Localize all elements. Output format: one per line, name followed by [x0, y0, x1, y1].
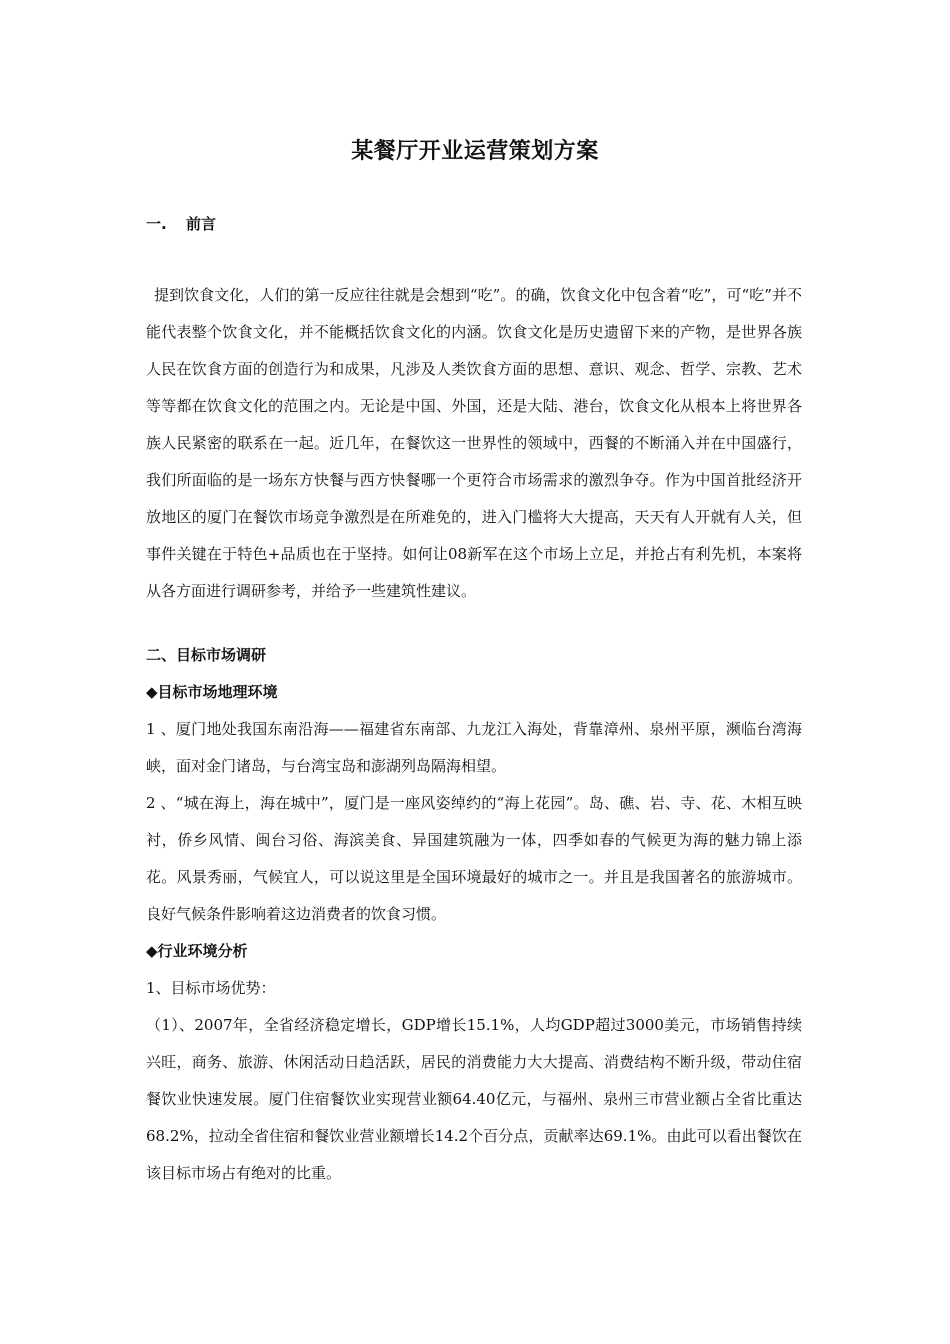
section-heading-preface [146, 212, 802, 236]
section-heading-market-research: 二、目标市场调研 [146, 646, 267, 664]
market-advantage-paragraph: （1）、2007年，全省经济稳定增长，GDP增长15.1%，人均GDP超过3000美元，市场销售持续兴旺，商务、旅游、休闲活动日趋活跃，居民的消费能力大大提高、消费结构不断升级，带动住宿餐饮业快速发展。厦门住宿餐饮业实现营业额64.40亿元，与福州、泉州三市营业额占全省比重达68.2%，拉动全省住宿和餐饮业营业额增长14.2个百分点，贡献率达69.1%。由此可以看出餐饮在该目标市场占有绝对的比重。 [146, 1016, 802, 1182]
subsection-heading-industry: ◆行业环境分析 [146, 942, 248, 960]
list-item: 2 、“城在海上，海在城中”，厦门是一座风姿绰约的“海上花园”。岛、礁、岩、寺、花、木相互映衬，侨乡风情、闽台习俗、海滨美食、异国建筑融为一体，四季如春的气候更为海的魅力锦上添花。风景秀丽，气候宜人，可以说这里是全国环境最好的城市之一。并且是我国著名的旅游城市。良好气候条件影响着这边消费者的饮食习惯。 [146, 794, 802, 923]
document-body [146, 212, 802, 1192]
preface-paragraph: 提到饮食文化，人们的第一反应往往就是会想到“吃”。的确，饮食文化中包含着“吃”，可“吃”并不能代表整个饮食文化，并不能概括饮食文化的内涵。饮食文化是历史遗留下来的产物，是世界各族人民在饮食方面的创造行为和成果，凡涉及人类饮食方面的思想、意识、观念、哲学、宗教、艺术等等都在饮食文化的范围之内。无论是中国、外国，还是大陆、港台，饮食文化从根本上将世界各族人民紧密的联系在一起。近几年，在餐饮这一世界性的领域中，西餐的不断涌入并在中国盛行，我们所面临的是一场东方快餐与西方快餐哪一个更符合市场需求的激烈争夺。作为中国首批经济开放地区的厦门在餐饮市场竞争激烈是在所难免的，进入门槛将大大提高，天天有人开就有人关，但事件关键在于特色+品质也在于坚持。如何让08新军在这个市场上立足，并抢占有利先机，本案将从各方面进行调研参考，并给予一些建筑性建议。 [146, 286, 802, 600]
document-title: 某餐厅开业运营策划方案 [351, 139, 599, 164]
item-heading: 1、目标市场优势： [146, 979, 276, 997]
subsection-heading-geography: ◆目标市场地理环境 [146, 683, 278, 701]
section-number: 一. [146, 215, 167, 233]
section-title: 前言 [186, 215, 217, 233]
list-item: 1 、厦门地处我国东南沿海——福建省东南部、九龙江入海处，背靠漳州、泉州平原，濒临台湾海峡，面对金门诸岛，与台湾宝岛和澎湖列岛隔海相望。 [146, 720, 802, 775]
